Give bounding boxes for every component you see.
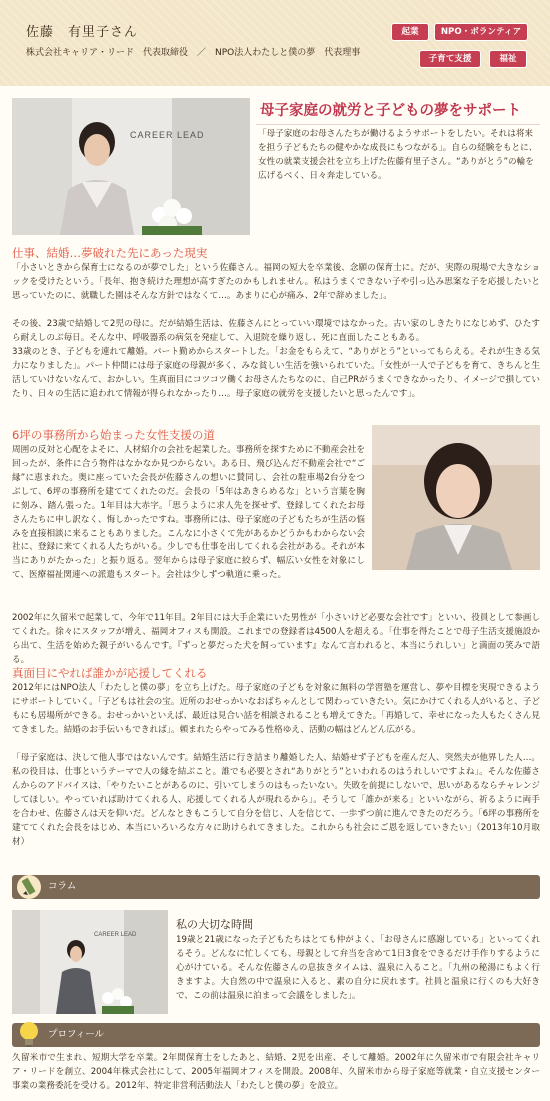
career-lead-sign: CAREER LEAD bbox=[130, 130, 205, 140]
tag-childcare-support[interactable]: 子育て支援 bbox=[419, 50, 481, 68]
person-name: 佐藤 有里子さん bbox=[26, 25, 139, 40]
career-lead-sign-small: CAREER LEAD bbox=[94, 932, 137, 938]
section-2-paragraph-1: 周囲の反対と心配をよそに、人材紹介の会社を起業した。事務所を探すために不動産会社を回ったが、条件に合う物件はなかなか見つからない。ある日、飛び込んだ不動産会社で“ご縁”に恵まれた。奥に座っていた会長が佐藤さんの想いに賛同し、会社の駐車場2台分をつぶして、6坪の事務所を建ててくれたのだ。会長の「5年はあきらめるな」という言葉を胸に刻み、踏ん張った。1年目は大赤字。「思うように求人先を探せず、登録してくれたお母さんたちに申し訳なく、悔しかったですね。事務所には、母子家庭の子どもたちが生活の悩みを直接相談に来ることもありました。こんなに小さくて先があるかどうかもわからない会社に、登録に来てくれる人たちがいる。少しでも仕事を出してくれる会社がある。それが本当にありがたかった」と振り返る。翌年からは母子家庭に絞らず、幅広い女性を対象にして、医療福祉関連への派遣もスタート。会社は少しずつ軌道に乗った。 bbox=[12, 445, 365, 581]
profile-bar-label: プロフィール bbox=[48, 1029, 105, 1040]
section-1-paragraph-3: 33歳のとき、子どもを連れて離婚。パート勤めからスタートした。「お金をもらえて、“ありがとう”といってもらえる。それが生きる気力になりました」。パート仲間には母子家庭の母親が多く、みな貧しい生活を強いられていた。「女性が一人で子どもを育て、きちんと生活していけないなんて、おかしい。生真面目にコツコツ働くお母さんたちなのに、自己PRがうまくできなかったり、イメージで損していたり、日々の生活に追われて情報が得られなかったり…。母子家庭の就労を支援したいと思ったんです」。 bbox=[12, 347, 540, 399]
tag-npo-volunteer[interactable]: NPO・ボランティア bbox=[434, 23, 528, 41]
section-2-title: 6坪の事務所から始まった女性支援の道 bbox=[12, 428, 215, 442]
column-bar bbox=[12, 875, 540, 899]
tag-startup[interactable]: 起業 bbox=[391, 23, 429, 41]
column-bar-label: コラム bbox=[48, 881, 77, 892]
section-3-title: 真面目にやれば誰かが応援してくれる bbox=[12, 666, 208, 680]
section-3-paragraph-2: 「母子家庭は、決して他人事ではないんです。結婚生活に行き詰まり離婚した人、結婚せず子どもを産んだ人、突然夫が他界した人…。私の役目は、仕事というテーマで人の縁を結ぶこと。誰でも必要とされ“ありがとう”といわれるのはうれしいですよね」。そんな佐藤さんからのアドバイスは、「やりたいことがあるのに、引いてしまうのはもったいない。失敗を前提にしないで、思いがあるならチャレンジしてほしい。やっていれば助けてくれる人、応援してくれる人が現れるから」。そうして「誰かが来る」といいながら、祈るように両手を合わせ、佐藤さんは天を仰いだ。どんなときもこうして自分を信じ、人を信じて、一歩ずつ前に進んできたのだろう。「6坪の事務所を建ててくれた会長をはじめ、本当にいろいろな方々に助けられてきました。これからも社会にご恩を返していきたい」（2013年10月取材） bbox=[12, 753, 540, 847]
lightbulb-icon bbox=[16, 1019, 42, 1049]
profile-header bbox=[0, 0, 550, 86]
profile-text: 久留米市で生まれ、短期大学を卒業。2年間保育士をしたあと、結婚、2児を出産、そして離婚。2002年に久留米市で有限会社キャリア・リードを創立、2004年株式会社にして、2005年福岡オフィスを開設。2008年、久留米市から母子家庭等就業・自立支援センター事業の業務委託を受ける。2012年、特定非営利活動法人「わたしと僕の夢」を設立。 bbox=[12, 1053, 540, 1091]
column-photo bbox=[12, 910, 168, 1014]
pencil-icon bbox=[16, 871, 42, 901]
section-1-paragraph-2: その後、23歳で結婚して2児の母に。だが結婚生活は、佐藤さんにとっていい環境ではなかった。古い家のしきたりになじめず、ひたすら耐えしのぶ毎日。そんな中、呼吸器系の病気を発症して、入退院を繰り返し、死に直面したこともある。 bbox=[12, 319, 540, 343]
intro-text: 「母子家庭のお母さんたちが働けるようサポートをしたい。それは将来を担う子どもたちの健やかな成長にもつながる」。自らの経験をもとに、女性の就業支援会社を立ち上げた佐藤有里子さん。“ありがとう”の輪を広げるべく、日々奔走している。 bbox=[258, 129, 538, 181]
column-title: 私の大切な時間 bbox=[176, 918, 253, 931]
portrait-photo bbox=[372, 425, 540, 570]
tag-welfare[interactable]: 福祉 bbox=[489, 50, 527, 68]
section-2-paragraph-2: 2002年に久留米で起業して、今年で11年目。2年目には大手企業にいた男性が「小さいけど必要な会社です」といい、役員として参画してくれた。徐々にスタッフが増え、福岡オフィスも開設。これまでの登録者は4500人を超える。「仕事を得たことで母子生活支援施設から出て、生活を始めた親子がいるんです。『ずっと夢だった犬を飼っています』なんて言われると、本当にうれしい」と満面の笑みで語る。 bbox=[12, 613, 540, 665]
headline-divider bbox=[256, 124, 540, 125]
column-text: 19歳と21歳になった子どもたちはとても仲がよく、「お母さんに感謝している」といってくれるそう。どんなに忙しくても、母親として弁当を含めて1日3食をできるだけ手作りするように心がけている。そんな佐藤さんの息抜きタイムは、温泉に入ること。「九州の秘湯にもよく行きますよ。大自然の中で温泉に入ると、素の自分に戻れます。社員と温泉に行くのも大好きで、この前は温泉に泊まって会議をしました」。 bbox=[176, 935, 540, 1001]
section-3-paragraph-1: 2012年にはNPO法人「わたしと僕の夢」を立ち上げた。母子家庭の子どもを対象に無料の学習塾を運営し、夢や目標を実現できるようにサポートしていく。「子どもは社会の宝。近所のおせっかいなおばちゃんとして関わっていきたい。気にかけてくれる人がいると、子どもにも居場所ができる。おせっかいといえば、最近は見合い話を相談されることも増えてきた。「再婚して、幸せになった人もたくさん見てきました。結婚のお手伝いもできれば」。頼まれたらやってみる性格ゆえ、活動の幅はどんどん広がる。 bbox=[12, 683, 540, 735]
section-1-title: 仕事、結婚…夢破れた先にあった現実 bbox=[12, 246, 208, 260]
section-1-paragraph-1: 「小さいときから保育士になるのが夢でした」という佐藤さん。福岡の短大を卒業後、念願の保育士に。だが、実際の現場で大きなショックを受けたという。「長年、抱き続けた理想が高すぎたのかもしれません。私はうまくできない子や引っ込み思案な子を応援したいと思っていたのに、就職した園はそんな方針ではなくて…。あまりに心が痛み、2年で辞めました」。 bbox=[12, 263, 540, 301]
article-headline: 母子家庭の就労と子どもの夢をサポート bbox=[260, 103, 521, 119]
person-role: 株式会社キャリア・リード 代表取締役 ／ NPO法人わたしと僕の夢 代表理事 bbox=[26, 48, 361, 58]
main-photo bbox=[12, 98, 250, 235]
profile-bar bbox=[12, 1023, 540, 1047]
